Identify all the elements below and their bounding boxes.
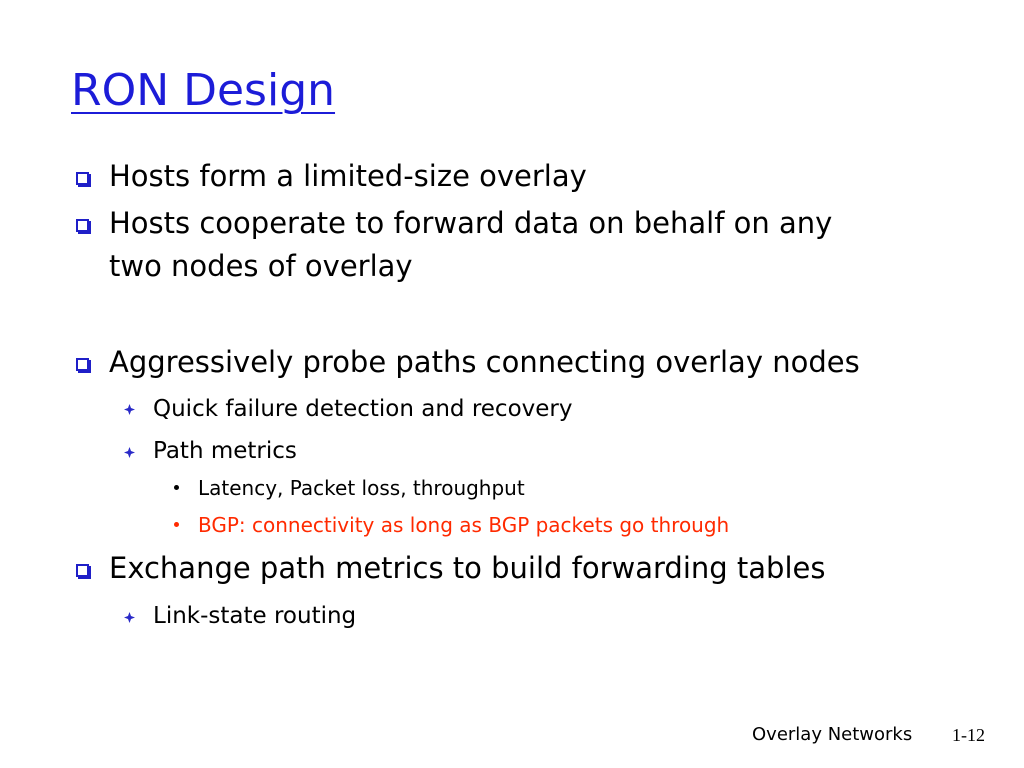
sub-sub-bullet-latency-loss-throughput: Latency, Packet loss, throughput	[198, 476, 525, 500]
footer-deck-title: Overlay Networks	[752, 724, 913, 745]
bullet-exchange-path-metrics: Exchange path metrics to build forwarding tables	[109, 551, 826, 585]
square-bullet-icon	[76, 219, 89, 232]
diamond-bullet-icon	[124, 447, 135, 458]
diamond-bullet-icon	[124, 404, 135, 415]
sub-bullet-quick-failure-detection: Quick failure detection and recovery	[153, 396, 573, 422]
bullet-hosts-cooperate: Hosts cooperate to forward data on behalf on any	[109, 206, 833, 240]
sub-bullet-link-state-routing: Link-state routing	[153, 603, 357, 629]
square-bullet-icon	[76, 358, 89, 371]
footer-page-number: 1-12	[952, 725, 985, 745]
bullet-hosts-form-overlay: Hosts form a limited-size overlay	[109, 159, 587, 193]
bullet-hosts-cooperate-continued: two nodes of overlay	[109, 249, 413, 283]
bullet-aggressively-probe: Aggressively probe paths connecting overlay nodes	[109, 345, 860, 379]
dot-bullet-icon	[174, 522, 179, 527]
slide-title: RON Design	[71, 65, 336, 116]
square-bullet-icon	[76, 564, 89, 577]
square-bullet-icon	[76, 172, 89, 185]
diamond-bullet-icon	[124, 612, 135, 623]
dot-bullet-icon	[174, 485, 179, 490]
sub-sub-bullet-bgp-connectivity: BGP: connectivity as long as BGP packets go through	[198, 513, 730, 537]
sub-bullet-path-metrics: Path metrics	[153, 438, 297, 464]
